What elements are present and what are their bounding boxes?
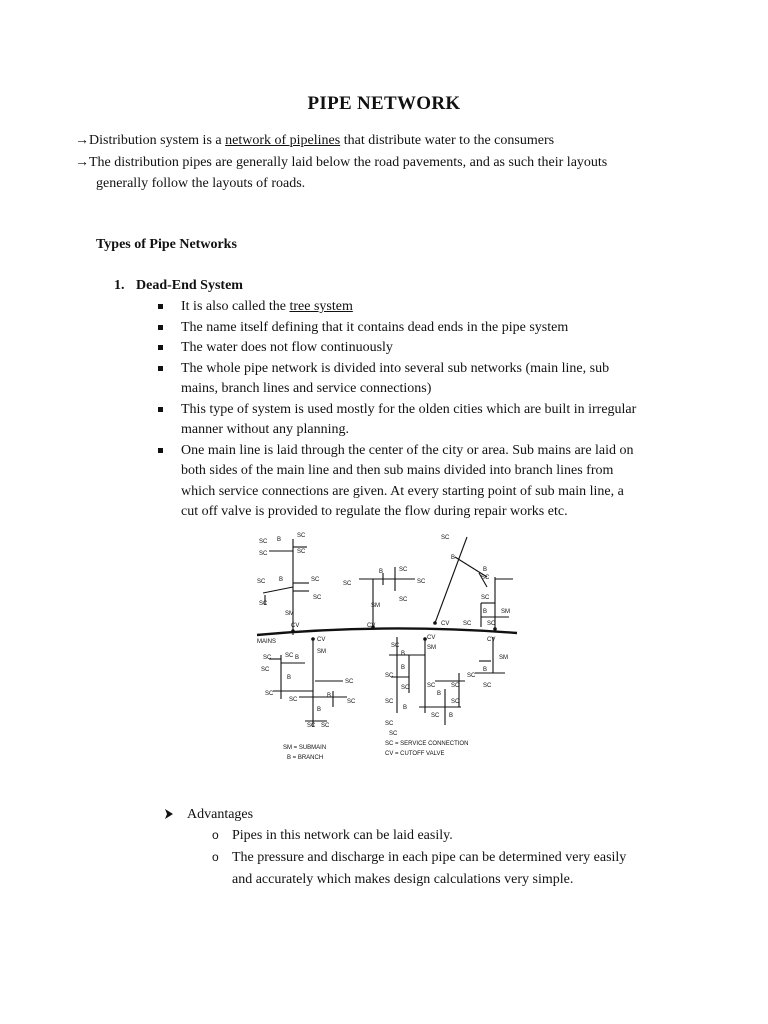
chevron-right-icon: [164, 808, 174, 824]
intro-text-pre: Distribution system is a: [89, 133, 226, 148]
bullet-5-line-2: manner without any planning.: [181, 422, 349, 437]
label-sc: SC: [431, 713, 440, 719]
tree-system-link: tree system: [289, 299, 353, 314]
label-b: B: [277, 537, 282, 543]
bullet-4-line-2: mains, branch lines and service connections): [181, 381, 432, 396]
legend-branch: B = BRANCH: [287, 755, 324, 761]
bullet-4-line-1: The whole pipe network is divided into several sub networks (main line, sub: [181, 361, 610, 376]
dead-end-system-diagram: [255, 527, 520, 765]
label-b: B: [327, 693, 332, 699]
label-sc: SC: [321, 723, 330, 729]
intro-line-1: [75, 131, 554, 151]
circle-bullet-icon: o: [212, 828, 219, 842]
label-sc: SC: [467, 673, 476, 679]
label-b: B: [317, 707, 322, 713]
label-sc: SC: [385, 721, 394, 727]
label-sc: SC: [417, 579, 426, 585]
label-b: B: [483, 609, 488, 615]
label-b: B: [483, 667, 488, 673]
label-b: B: [295, 655, 300, 661]
label-sc: SC: [265, 691, 274, 697]
label-sm: SM: [285, 611, 294, 617]
label-cv: CV: [487, 637, 496, 643]
label-sc: SC: [401, 685, 410, 691]
bullet-square-icon: [158, 448, 163, 453]
label-sc: SC: [259, 601, 268, 607]
circle-bullet-icon: o: [212, 850, 219, 864]
label-sc: SC: [259, 539, 268, 545]
label-sc: SC: [307, 723, 316, 729]
label-cv: CV: [367, 623, 376, 629]
label-b: B: [401, 665, 406, 671]
label-cv: CV: [317, 637, 326, 643]
label-sc: SC: [441, 535, 450, 541]
label-sc: SC: [481, 575, 490, 581]
bullet-1: [181, 297, 353, 317]
label-sc: SC: [259, 551, 268, 557]
label-sc: SC: [261, 667, 270, 673]
bullet-3: The water does not flow continuously: [181, 340, 393, 355]
bullet-6-line-4: cut off valve is provided to regulate the flow during repair works etc.: [181, 504, 568, 519]
bullet-square-icon: [158, 345, 163, 350]
label-sc: SC: [451, 699, 460, 705]
label-sc: SC: [483, 683, 492, 689]
label-sc: SC: [289, 697, 298, 703]
types-heading: Types of Pipe Networks: [96, 237, 237, 252]
intro-text-2: The distribution pipes are generally laid below the road pavements, and as such their layouts: [89, 155, 608, 170]
label-b: B: [403, 705, 408, 711]
label-sc: SC: [385, 673, 394, 679]
label-cv: CV: [291, 623, 300, 629]
intro-line-3: generally follow the layouts of roads.: [96, 176, 306, 191]
bullet-6-line-3: which service connections are given. At every starting point of sub main line, a: [181, 484, 624, 499]
label-b: B: [379, 569, 384, 575]
label-sc: SC: [347, 699, 356, 705]
intro-text-post: that distribute water to the consumers: [340, 133, 555, 148]
label-sc: SC: [399, 567, 408, 573]
label-sc: SC: [481, 595, 490, 601]
bullet-square-icon: [158, 304, 163, 309]
bullet-2: The name itself defining that it contains dead ends in the pipe system: [181, 320, 569, 335]
label-mains: MAINS: [257, 639, 277, 645]
label-sm: SM: [501, 609, 510, 615]
label-sc: SC: [427, 683, 436, 689]
advantages-heading: Advantages: [187, 807, 254, 822]
label-sc: SC: [487, 621, 496, 627]
network-of-pipelines-link: network of pipelines: [225, 133, 341, 148]
label-sc: SC: [297, 549, 306, 555]
label-sc: SC: [345, 679, 354, 685]
label-b: B: [401, 651, 406, 657]
label-sm: SM: [317, 649, 326, 655]
bullet-6-line-1: One main line is laid through the center of the city or area. Sub mains are laid on: [181, 443, 634, 458]
page-title: PIPE NETWORK: [307, 93, 461, 114]
label-b: B: [279, 577, 284, 583]
legend-service-connection: SC = SERVICE CONNECTION: [385, 741, 469, 747]
intro-line-2: [75, 153, 607, 173]
section-heading: Dead-End System: [136, 278, 243, 293]
bullet-square-icon: [158, 366, 163, 371]
label-sc: SC: [257, 579, 266, 585]
label-sc: SC: [343, 581, 352, 587]
label-sc: SC: [285, 653, 294, 659]
arrow-icon: →: [75, 155, 89, 170]
label-cv: CV: [441, 621, 450, 627]
label-sc: SC: [311, 577, 320, 583]
legend-cutoff-valve: CV = CUTOFF VALVE: [385, 751, 445, 757]
label-sc: SC: [451, 683, 460, 689]
bullet-1-text: It is also called the: [181, 299, 290, 314]
bullet-5-line-1: This type of system is used mostly for the olden cities which are built in irregular: [181, 402, 637, 417]
label-sw: SM: [499, 655, 508, 661]
label-sm: SM: [371, 603, 380, 609]
bullet-6-line-2: both sides of the main line and then sub mains divided into branch lines from: [181, 463, 614, 478]
label-b: B: [437, 691, 442, 697]
label-b: B: [483, 567, 488, 573]
advantage-2-line-2: and accurately which makes design calculations very simple.: [232, 872, 574, 887]
advantage-2-line-1: The pressure and discharge in each pipe can be determined very easily: [232, 850, 627, 865]
bullet-square-icon: [158, 407, 163, 412]
label-sc: SC: [385, 699, 394, 705]
label-sc: SC: [391, 643, 400, 649]
label-sc: SC: [313, 595, 322, 601]
legend-submain: SM = SUBMAIN: [283, 745, 327, 751]
label-b: B: [449, 713, 454, 719]
label-sc: SC: [263, 655, 272, 661]
section-number: 1.: [114, 278, 125, 293]
advantage-1: Pipes in this network can be laid easily.: [232, 828, 453, 843]
bullet-square-icon: [158, 325, 163, 330]
arrow-icon: →: [75, 133, 89, 148]
label-sc: SC: [297, 533, 306, 539]
label-sc: SC: [463, 621, 472, 627]
label-b: B: [451, 555, 456, 561]
label-sc: SC: [389, 731, 398, 737]
label-sm: SM: [427, 645, 436, 651]
label-sc: SC: [399, 597, 408, 603]
label-cv: CV: [427, 635, 436, 641]
label-b: B: [287, 675, 292, 681]
